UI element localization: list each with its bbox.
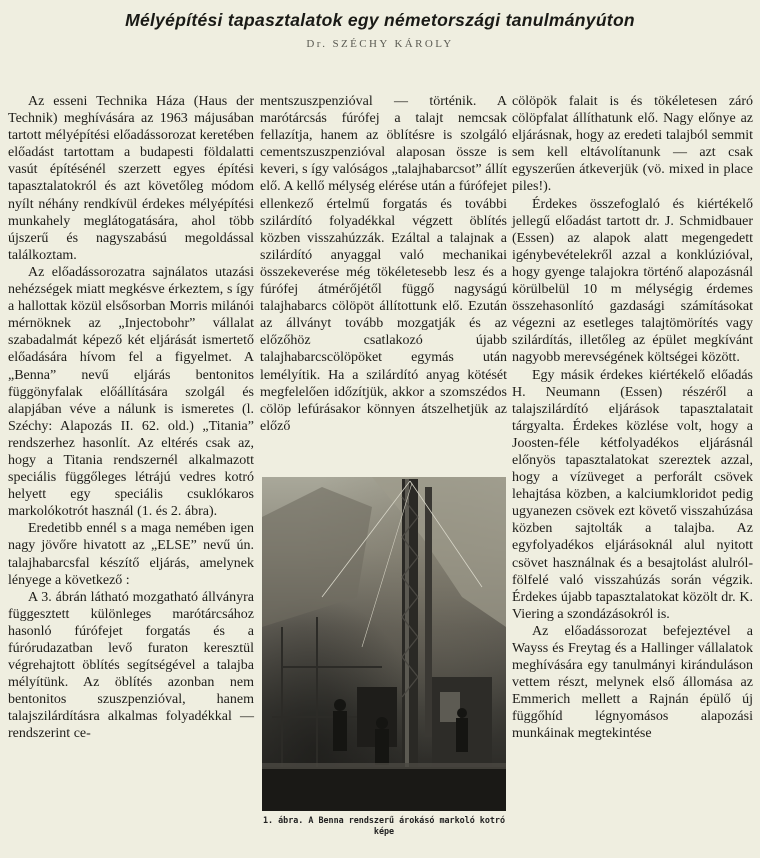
paragraph: Az esseni Technika Háza (Haus der Technik) meghívására az 1963 májusában tartott mélyépítési előadássorozat keretében előadást tartottam a budapesti földalatti vasút építésénél szerzett egyes építési tapasztalatokról és azt követőleg módom nyílt néhány rendkívül érdekes mélyépítési munkahely meglátogatására, ahol több újszerű és nagyszabású megoldással találkoztam. [8,94,254,263]
paragraph: Eredetibb ennél s a maga nemében igen nagy jövőre hivatott az „ELSE” nevű ún. talajhabarcsfal készítő eljárás, amelynek lényege a következő : [8,521,254,588]
text-column-1 [8,93,254,743]
figure-photo-trench-excavator [262,477,506,811]
paragraph: Érdekes összefoglaló és kiértékelő jellegű előadást tartott dr. J. Schmidbauer (Essen) az alapok alatt megengedett igénybevételekről azzal a konklúzióval, hogy gyenge talajokra történő alapozásnál körülbelül 10 m mélységig érdemes összehasonlító gazdasági számításokat végezni az esetleges talajtömörítés vagy szilárdítás, illetőleg az épület megkívánt nagyobb merevségének költségei között. [512,196,753,366]
paragraph: A 3. ábrán látható mozgatható állványra függesztett különleges marótárcsához hasonló fúrófejet forgatás és a fúrórudazatban levő furaton keresztül végrehajtott öblítés segítségével a talajba mélyítünk. Az öblítés azonban nem bentonitos szuszpenzióval, hanem talajszilárdításra alkalmas folyadékkal — rendszerint ce- [8,589,254,742]
text-column-3 [512,93,753,743]
paragraph: mentszuszpenzióval — történik. A marótárcsás fúrófej a talajt nemcsak fellazítja, hanem az öblítésre is szolgáló cementszuszpenzióval alaposan össze is keveri, s így valóságos „talajhabarcsot” állít elő. A kellő mélység elérése után a fúrófejet ellenkező értelmű forgatás és további szilárdító folyadékkal végzett öblítés közben visszahúzzák. Ezáltal a talajnak a szilárdító anyaggal való mechanikai összekeverése még tökéletesebb lesz és a fúrófej átmérőjétől függő nagyságú talajhabarcs cölöpöt állítottunk elő. Ezután az állványt tovább mozgatják és az előzőhöz csatlakozó újabb talajhabarcscölöpöket egymás után lemélyítik. Ha a szilárdító anyag kötését megfelelően időzítjük, akkor a szomszédos cölöp lefúrásakor könnyen átszelhetjük az előző [260,94,507,434]
article-title: Mélyépítési tapasztalatok egy németországi tanulmányúton [125,10,635,30]
paragraph: Az előadássorozat befejeztével a Wayss és Freytag és a Hallinger vállalatok meghívására egy tanulmányi kiránduláson vettem részt, melynek első állomása az Emmerich mellett a Rajnán épülő új függőhíd légnyomásos alapozási munkáinak megtekintése [512,623,753,742]
paragraph: Az előadássorozatra sajnálatos utazási nehézségek miatt megkésve érkeztem, s így a hallottak közül elsősorban Morris milánói mérnöknek az „Injectobohr” vállalat szabadalmát képező két eljárását ismertető előadására hívom fel a figyelmet. A „Benna” nevű eljárás bentonitos függönyfalak előállítására szolgál és alapjában véve a nálunk is ismeretes (l. Széchy: Alapozás II. 62. old.) „Titania” rendszerhez hasonlít. Az eltérés csak az, hogy a Titania rendszernél alkalmazott speciális függőleges létrájú vedres kotró helyett egy speciális csuklókaros markolókotrót használ (1. és 2. ábra). [8,264,254,520]
paragraph: Egy másik érdekes kiértékelő előadás H. Neumann (Essen) részéről a talajszilárdító eljárások tapasztalatait tárgyalta. Érdekes közlése volt, hogy a Joosten-féle kétfolyadékos eljárásnál előnyös tapasztalatokat szereztek azzal, hogy a vízüveget a perforált csövek lehajtása közben, a kalciumkloridot pedig ugyanezen csövek ezt követő visszahúzása közben sajtolták a talajba. Az egyfolyadékos eljárásoknál alul nyitott csövet használnak és a besajtolást alulról-fölfelé való visszahúzás során végzik. Érdekes újabb tapasztalatokat közölt dr. K. Viering a szondázásokról is. [512,367,753,622]
article-byline: Dr. SZÉCHY KÁROLY [306,38,454,50]
figure-caption: 1. ábra. A Benna rendszerű árokásó markoló kotró képe [262,815,506,836]
photo-illustration [262,477,506,811]
text-column-2 [260,93,507,435]
paragraph: cölöpök falait is és tökéletesen záró cölöpfalat állíthatunk elő. Nagy előnye az eljárásnak, hogy az eredeti talajból semmit sem kell eltávolítanunk — azt csak egyszerűen átkeverjük (vö. mixed in place piles!). [512,94,753,195]
